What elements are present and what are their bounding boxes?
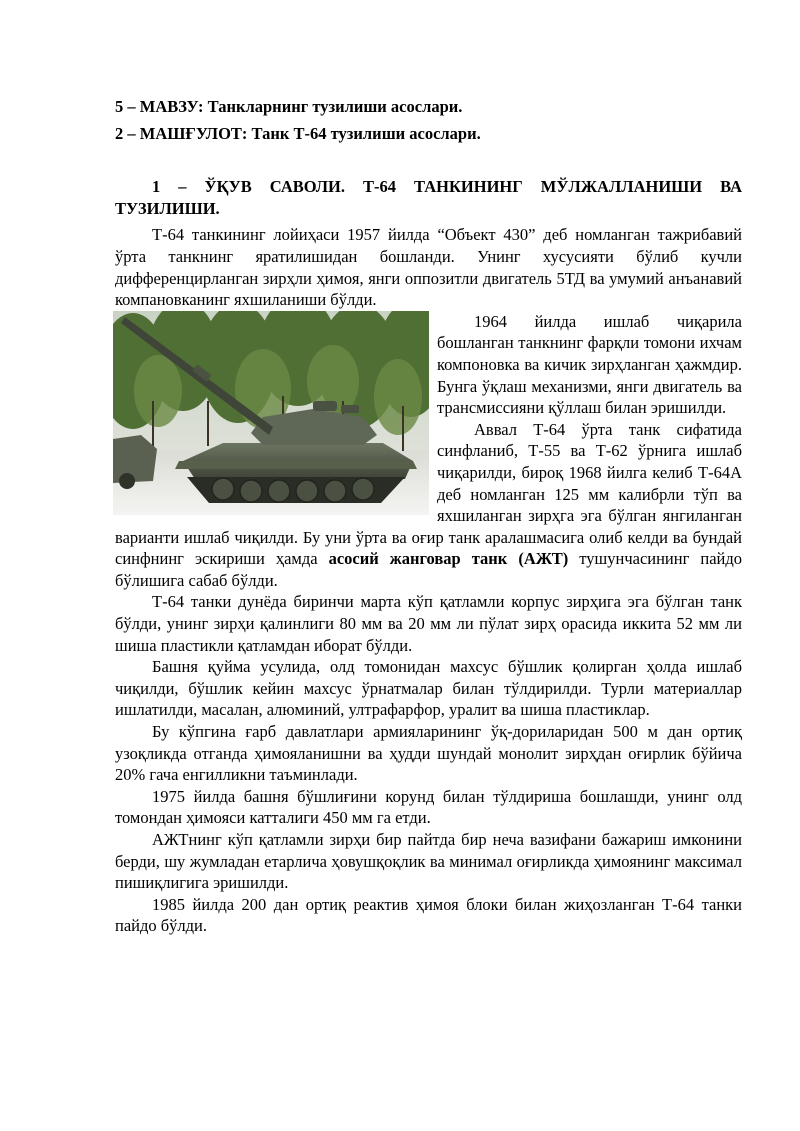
paragraph-4: Т-64 танки дунёда биринчи марта кўп қатламли корпус зирҳига эга бўлган танк бўлди, унинг зирҳи қалинлиги 80 мм ва 20 мм ли пўлат зирҳ орасида иккита 52 мм ли шиша пластикли қатламдан иборат бўлди. — [115, 592, 742, 655]
paragraph-3-text-b: тушунчасининг пайдо бўлишига сабаб бўлди. — [115, 549, 742, 590]
lesson-heading: 2 – МАШҒУЛОТ: Танк Т-64 тузилиши асослари. — [115, 123, 481, 143]
paragraph-6: Бу кўпгина ғарб давлатлари армияларининг ўқ-дориларидан 500 м дан ортиқ узоқликда отганда ҳимояланишни ва ҳудди шундай монолит зирҳдан оғирлик бўйича 20% гача енгилликни таъминлади. — [115, 722, 742, 785]
section-title: 1 – ЎҚУВ САВОЛИ. Т-64 ТАНКИНИНГ МЎЛЖАЛЛАНИШИ ВА ТУЗИЛИШИ. — [115, 177, 742, 218]
term-main-battle-tank: асосий жанговар танк (АЖТ) — [328, 549, 569, 569]
paragraph-9: 1985 йилда 200 дан ортиқ реактив ҳимоя блоки билан жиҳозланган Т-64 танки пайдо бўлди. — [115, 894, 742, 936]
paragraph-5: Башня қуйма усулида, олд томонидан махсус бўшлик қолирган ҳолда ишлаб чиқилди, бўшлик кейин махсус ўрнатмалар билан тўлдирилди. Турли материаллар ишлатилди, масалан, алюминий, ултрафарфор, уралит ва шиша пластиклар. — [115, 657, 742, 720]
paragraph-1: Т-64 танкининг лойиҳаси 1957 йилда “Объект 430” деб номланган тажрибавий ўрта танкнинг яратилишидан бошланди. Унинг хусусияти бўлиб кучли дифференцирланган зирҳли ҳимоя, янги оппозитли двигатель 5ТД ва умумий анъанавий компановканинг яхшиланиши бўлди. — [115, 225, 742, 310]
document-body — [115, 96, 742, 937]
paragraph-3-text-a: Аввал Т-64 ўрта танк сифатида синфланиб, Т-55 ва Т-62 ўрнига ишлаб чиқарилди, бироқ 1968 йилга келиб Т-64А деб номланган 125 мм калибрли тўп ва яхшиланган зирҳга эга бўлган янгиланган варианти ишлаб чиқилди. Бу уни ўрта ва оғир танк аралашмасига олиб келди ва бундай синфнинг эскириши ҳамда — [115, 419, 742, 569]
paragraph-2: 1964 йилда ишлаб чиқарила бошланган танкнинг фарқли томони ихчам компоновка ва кичик зирҳланган ҳажмдир. Бунга ўқлаш механизми, янги двигатель ва трансмиссияни қўллаш билан эришилди. — [437, 311, 742, 418]
topic-heading: 5 – МАВЗУ: Танкларнинг тузилиши асослари. — [115, 97, 463, 116]
tank-photo — [113, 311, 429, 515]
paragraph-8: АЖТнинг кўп қатламли зирҳи бир пайтда бир неча вазифани бажариш имконини берди, шу жумладан етарлича ҳовушқоқлик ва минимал оғирликда ҳимоянинг максимал пишиқлигига эришилди. — [115, 830, 742, 893]
paragraph-7: 1975 йилда башня бўшлиғини корунд билан тўлдириша бошлашди, унинг олд томондан ҳимояси катталиги 450 мм га етди. — [115, 786, 742, 828]
